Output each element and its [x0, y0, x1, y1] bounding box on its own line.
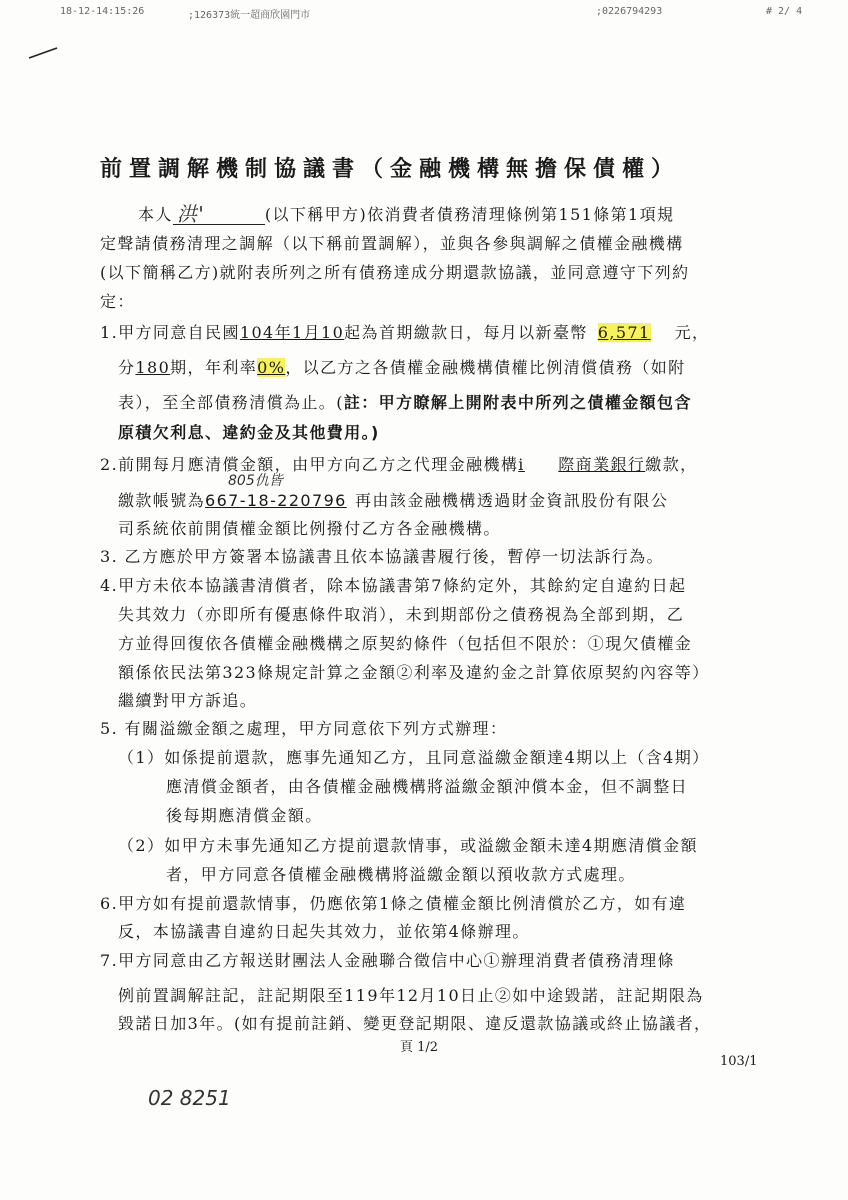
clause5-sub1: 後每期應清償金額。: [166, 806, 323, 825]
clause4-line: 額係依民法第323條規定計算之金額②利率及違約金之計算依原契約內容等）: [118, 663, 710, 682]
clause2-text: 繳款，: [645, 455, 698, 474]
clause-3: 3. 乙方應於甲方簽署本協議書且依本協議書履行後，暫停一切法訴行為。: [100, 547, 664, 566]
page-number: 頁 1/2: [400, 1040, 439, 1055]
clause1-text: ，以乙方之各債權金融機構債權比例清償債務（如附: [285, 358, 686, 377]
clause6-line: 6.甲方如有提前還款情事，仍應依第1條之債權金額比例清償於乙方，如有違: [100, 894, 687, 913]
handwritten-account-note: 805仇皆: [228, 473, 283, 489]
clause5-sub1: 應清償金額者，由各債權金融機構將溢繳金額沖償本金，但不調整日: [166, 777, 689, 796]
clause5-heading: 5. 有關溢繳金額之處理，甲方同意依下列方式辦理：: [100, 719, 508, 738]
clause1-text: 分: [118, 358, 136, 377]
fax-datetime: 18-12-14:15:26: [60, 6, 145, 17]
intro-line4: 定：: [100, 292, 135, 311]
clause2-text: 再由該金融機構透過財金資訊股份有限公: [355, 491, 669, 510]
agent-bank: 際商業銀行: [558, 455, 646, 474]
clause2-text: 2.前開每月應清償金額，由甲方向乙方之代理金融機構: [100, 455, 519, 474]
installment-periods: 180: [135, 358, 171, 377]
clause6-line: 反，本協議書自違約日起失其效力，並依第4條辦理。: [118, 922, 530, 941]
monthly-amount: 6,571: [597, 323, 651, 342]
clause7-line: 例前置調解註記，註記期限至119年12月10日止②如中途毀諾，註記期限為: [118, 986, 704, 1005]
clause4-line: 4.甲方未依本協議書清償者，除本協議書第7條約定外，其餘約定自違約日起: [100, 576, 687, 595]
clause4-line: 失其效力（亦即所有優惠條件取消），未到期部份之債務視為全部到期，乙: [118, 605, 685, 624]
intro-line1: (以下稱甲方)依消費者債務清理條例第151條第1項規: [264, 205, 675, 224]
intro-line3: (以下簡稱乙方)就附表所列之所有債務達成分期還款協議，並同意遵守下列約: [100, 263, 690, 282]
clause1-text: 表），至全部債務清償為止。(: [118, 393, 344, 412]
clause5-sub2: （2）如甲方未事先通知乙方提前還款情事，或溢繳金額未達4期應清償金額: [118, 836, 698, 855]
payment-account: 667-18-220796: [205, 491, 347, 510]
document-title: 前置調解機制協議書（金融機構無擔保債權）: [100, 157, 681, 182]
clause2-text: 繳款帳號為: [118, 491, 206, 510]
intro-line2: 定聲請債務清理之調解（以下稱前置調解），並與各參與調解之債權金融機構: [100, 234, 684, 253]
clause1-text: 起為首期繳款日，每月以新臺幣: [344, 323, 588, 342]
clause7-line: 7.甲方同意由乙方報送財團法人金融聯合徵信中心①辦理消費者債務清理條: [100, 951, 675, 970]
intro-prefix: 本人: [138, 205, 173, 224]
fax-phone: ;0226794293: [596, 6, 663, 17]
pen-stroke-mark: [28, 46, 58, 60]
fax-header: [0, 6, 848, 22]
interest-rate: 0%: [257, 358, 286, 377]
start-date: 104年1月10: [239, 323, 345, 342]
clause5-sub2: 者，甲方同意各債權金融機構將溢繳金額以預收款方式處理。: [166, 865, 636, 884]
fax-sender: ;126373統一超商欣園門市: [188, 10, 311, 21]
handwritten-name: 洪': [176, 202, 206, 226]
clause5-sub1: （1）如係提前還款，應事先通知乙方，且同意溢繳金額達4期以上（含4期）: [118, 748, 710, 767]
bank-prefix: i: [518, 455, 525, 474]
clause4-line: 方並得回復依各債權金融機構之原契約條件（包括但不限於：①現欠債權金: [118, 634, 693, 653]
handwritten-bottom-note: 02 8251: [148, 1086, 231, 1110]
clause1-text: 期，年利率: [170, 358, 258, 377]
form-code: 103/1: [720, 1054, 758, 1069]
clause1-note: 註：甲方瞭解上開附表中所列之債權金額包含: [343, 393, 692, 412]
clause2-line3: 司系統依前開債權金額比例撥付乙方各金融機構。: [118, 519, 501, 538]
clause4-line: 繼續對甲方訴追。: [118, 691, 258, 710]
clause1-text: 1.甲方同意自民國: [100, 323, 240, 342]
clause7-line: 毀諾日加3年。(如有提前註銷、變更登記期限、違反還款協議或終止協議者，: [118, 1014, 712, 1033]
clause1-text: 元，: [674, 323, 710, 342]
fax-page: # 2/ 4: [766, 6, 803, 17]
clause1-note-cont: 原積欠利息、違約金及其他費用。): [118, 423, 380, 442]
name-blank: [173, 204, 265, 225]
